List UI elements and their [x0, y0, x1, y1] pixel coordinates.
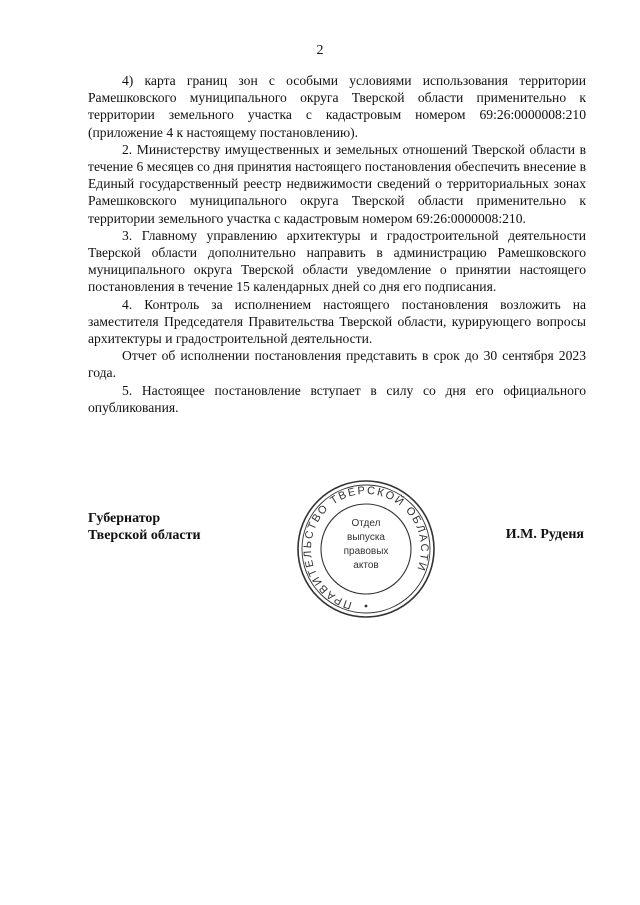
paragraph-item-4: 4. Контроль за исполнением настоящего постановления возложить на заместителя Председателя Правительства Тверской области, курирующего вопросы архитектуры и градостроительной деятельности.	[88, 296, 586, 347]
paragraph-item-2: 2. Министерству имущественных и земельных отношений Тверской области в течение 6 месяцев со дня принятия настоящего постановления обеспечить внесение в Единый государственный реестр недвижимости сведений о территориальных зонах Рамешковского муниципального округа Тверской области применительно к территории земельного участка с кадастровым номером 69:26:0000008:210.	[88, 141, 586, 226]
document-body	[88, 72, 586, 416]
paragraph-item-5: 5. Настоящее постановление вступает в силу со дня его официального опубликования.	[88, 382, 586, 415]
stamp-ring-text: ПРАВИТЕЛЬСТВО ТВЕРСКОЙ ОБЛАСТИ	[301, 484, 431, 612]
stamp-inner-line-2: выпуска	[347, 532, 385, 543]
signatory-title-line-1: Губернатор	[88, 511, 161, 526]
paragraph-report: Отчет об исполнении постановления представить в срок до 30 сентября 2023 года.	[88, 348, 586, 381]
paragraph-map-item: 4) карта границ зон с особыми условиями использования территории Рамешковского муниципального округа Тверской области применительно к территории земельного участка с кадастровым номером 69:26:0000008:210 (приложение 4 к настоящему постановлению).	[88, 73, 586, 140]
page-number: 2	[316, 43, 324, 58]
signatory-name: И.М. Руденя	[505, 527, 584, 542]
signatory-title	[88, 510, 201, 544]
paragraph-item-3: 3. Главному управлению архитектуры и градостроительной деятельности Тверской области дополнительно направить в администрацию Рамешковского муниципального округа Тверской области уведомление о принятии настоящего постановления в течение 15 календарных дней со дня его подписания.	[88, 227, 586, 295]
signatory-title-line-2: Тверской области	[88, 528, 201, 543]
stamp-inner-line-1: Отдел	[351, 518, 381, 529]
stamp-inner-line-4: актов	[353, 560, 379, 571]
stamp-inner-line-3: правовых	[343, 546, 389, 557]
official-stamp	[295, 478, 437, 620]
stamp-dot-icon	[365, 605, 368, 608]
